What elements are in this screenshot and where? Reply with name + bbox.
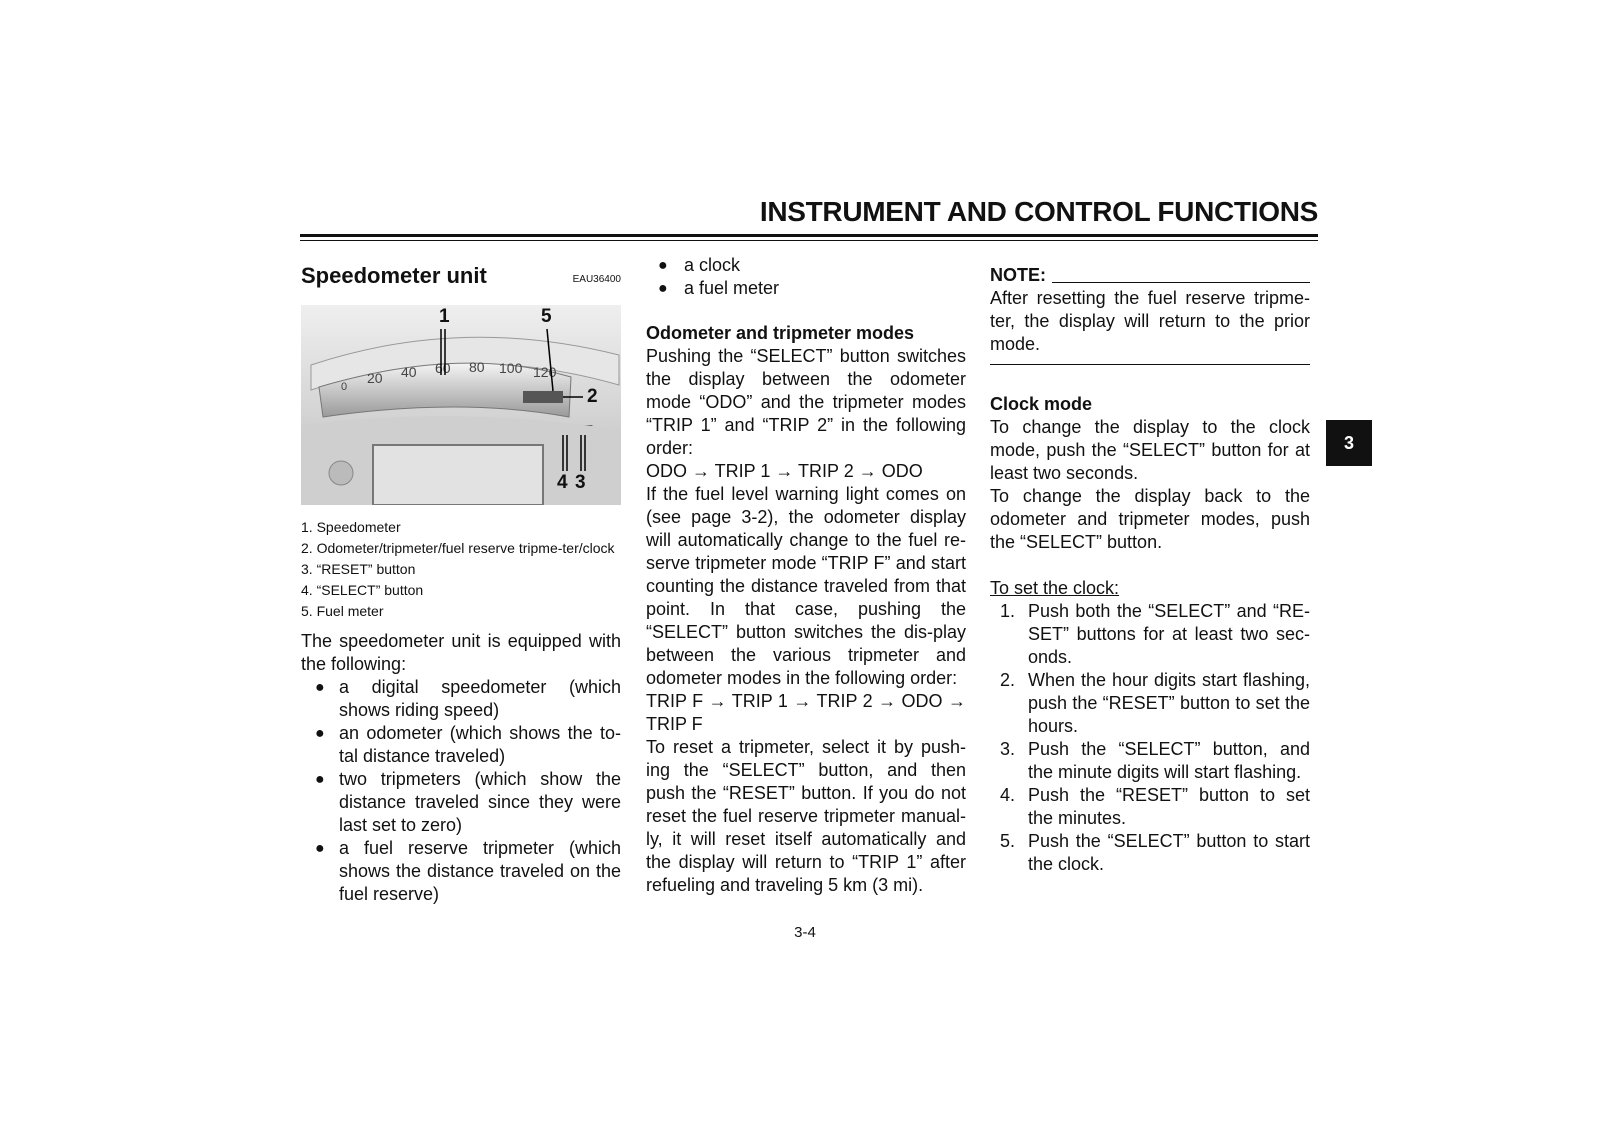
- column-left: [301, 252, 621, 906]
- step-item: [990, 830, 1310, 876]
- page-number: 3-4: [794, 924, 816, 941]
- paragraph: To change the display back to the odometer and tripmeter modes, push the “SELECT” button.: [990, 486, 1310, 552]
- step-item: [990, 669, 1310, 738]
- bullet-item: ● an odometer (which shows the to-tal distance traveled): [301, 722, 621, 768]
- speedometer-photo: [301, 305, 621, 505]
- step-number: 3.: [1000, 739, 1016, 759]
- bullet-item: ● a clock: [646, 254, 966, 277]
- svg-text:120: 120: [533, 364, 557, 380]
- step-text: Push the “SELECT” button, and the minute digits will start flashing.: [1028, 739, 1310, 782]
- feature-list: [301, 676, 621, 906]
- subsection-title: Odometer and tripmeter modes: [646, 323, 915, 343]
- column-right: [990, 264, 1310, 876]
- procedure-title: To set the clock:: [990, 578, 1120, 598]
- paragraph: Pushing the “SELECT” button switches the display between the odometer mode “ODO” and the tripmeter modes “TRIP 1” and “TRIP 2” in the following order:: [646, 346, 966, 458]
- callout-3: 3: [575, 472, 586, 493]
- bullet-item: ● two tripmeters (which show the distance traveled since they were last set to zero): [301, 768, 621, 837]
- page-header-title: INSTRUMENT AND CONTROL FUNCTIONS: [759, 196, 1318, 227]
- subsection-title: Clock mode: [990, 394, 1093, 414]
- step-text: Push both the “SELECT” and “RE-SET” buttons for at least two sec-onds.: [1028, 601, 1310, 667]
- callout-2: 2: [587, 386, 598, 407]
- step-number: 2.: [1000, 670, 1016, 690]
- speedometer-figure: [301, 305, 621, 505]
- step-number: 1.: [1000, 601, 1016, 621]
- header-rule: [300, 234, 1318, 237]
- step-text: Push the “SELECT” button to start the clock.: [1028, 831, 1310, 874]
- bullet-item: ● a digital speedometer (which shows riding speed): [301, 676, 621, 722]
- caption-item: 5. Fuel meter: [301, 603, 384, 619]
- intro-paragraph: The speedometer unit is equipped with the following:: [301, 631, 621, 674]
- bullet-item: ● a fuel meter: [646, 277, 966, 300]
- section-title: Speedometer unit: [301, 263, 487, 288]
- caption-item: 1. Speedometer: [301, 519, 401, 535]
- note-rule: [1052, 282, 1310, 283]
- step-number: 4.: [1000, 785, 1016, 805]
- paragraph: To change the display to the clock mode, push the “SELECT” button for at least two seconds.: [990, 417, 1310, 483]
- mode-sequence: ODO → TRIP 1 → TRIP 2 → ODO: [646, 461, 923, 481]
- bullet-item: ● a fuel reserve tripmeter (which shows the distance traveled on the fuel reserve): [301, 837, 621, 906]
- paragraph: To reset a tripmeter, select it by push-ing the “SELECT” button, and then push the “RESET” button. If you do not reset the fuel reserve tripmeter manual-ly, it will reset itself automatically and the display will return to “TRIP 1” after refueling and traveling 5 km (3 mi).: [646, 737, 966, 895]
- clock-steps: [990, 600, 1310, 876]
- svg-text:40: 40: [401, 364, 417, 380]
- caption-item: 3. “RESET” button: [301, 561, 416, 577]
- svg-text:60: 60: [435, 360, 451, 376]
- step-text: When the hour digits start flashing, push the “RESET” button to set the hours.: [1028, 670, 1310, 736]
- step-item: [990, 600, 1310, 669]
- header-rule-thin: [300, 240, 1318, 241]
- svg-text:0: 0: [341, 381, 348, 393]
- feature-list-continued: [646, 254, 966, 300]
- svg-text:100: 100: [499, 360, 523, 376]
- step-text: Push the “RESET” button to set the minutes.: [1028, 785, 1310, 828]
- column-middle: [646, 254, 966, 897]
- callout-4: 4: [557, 472, 568, 493]
- step-item: [990, 738, 1310, 784]
- step-number: 5.: [1000, 831, 1016, 851]
- figure-captions: [301, 519, 621, 620]
- paragraph: If the fuel level warning light comes on (see page 3-2), the odometer display will automatically change to the fuel re-serve tripmeter mode “TRIP F” and start counting the distance traveled from that point. In that case, pushing the “SELECT” button switches the dis-play between the various tripmeter and odometer modes in the following order:: [646, 484, 966, 688]
- callout-5: 5: [541, 306, 552, 327]
- step-item: [990, 784, 1310, 830]
- svg-text:80: 80: [469, 359, 485, 375]
- reference-code: EAU36400: [572, 274, 621, 285]
- note-end-rule: [990, 364, 1310, 365]
- callout-1: 1: [439, 306, 450, 327]
- note-label: NOTE:: [990, 265, 1046, 285]
- mode-sequence: TRIP F → TRIP 1 → TRIP 2 → ODO → TRIP F: [646, 691, 966, 734]
- caption-item: 4. “SELECT” button: [301, 582, 424, 598]
- note-text: After resetting the fuel reserve tripme-ter, the display will return to the prior mode.: [990, 288, 1310, 354]
- svg-text:20: 20: [367, 370, 383, 386]
- caption-item: 2. Odometer/tripmeter/fuel reserve tripme-ter/clock: [301, 540, 615, 556]
- chapter-tab: 3: [1326, 420, 1372, 466]
- note-header: [990, 264, 1310, 287]
